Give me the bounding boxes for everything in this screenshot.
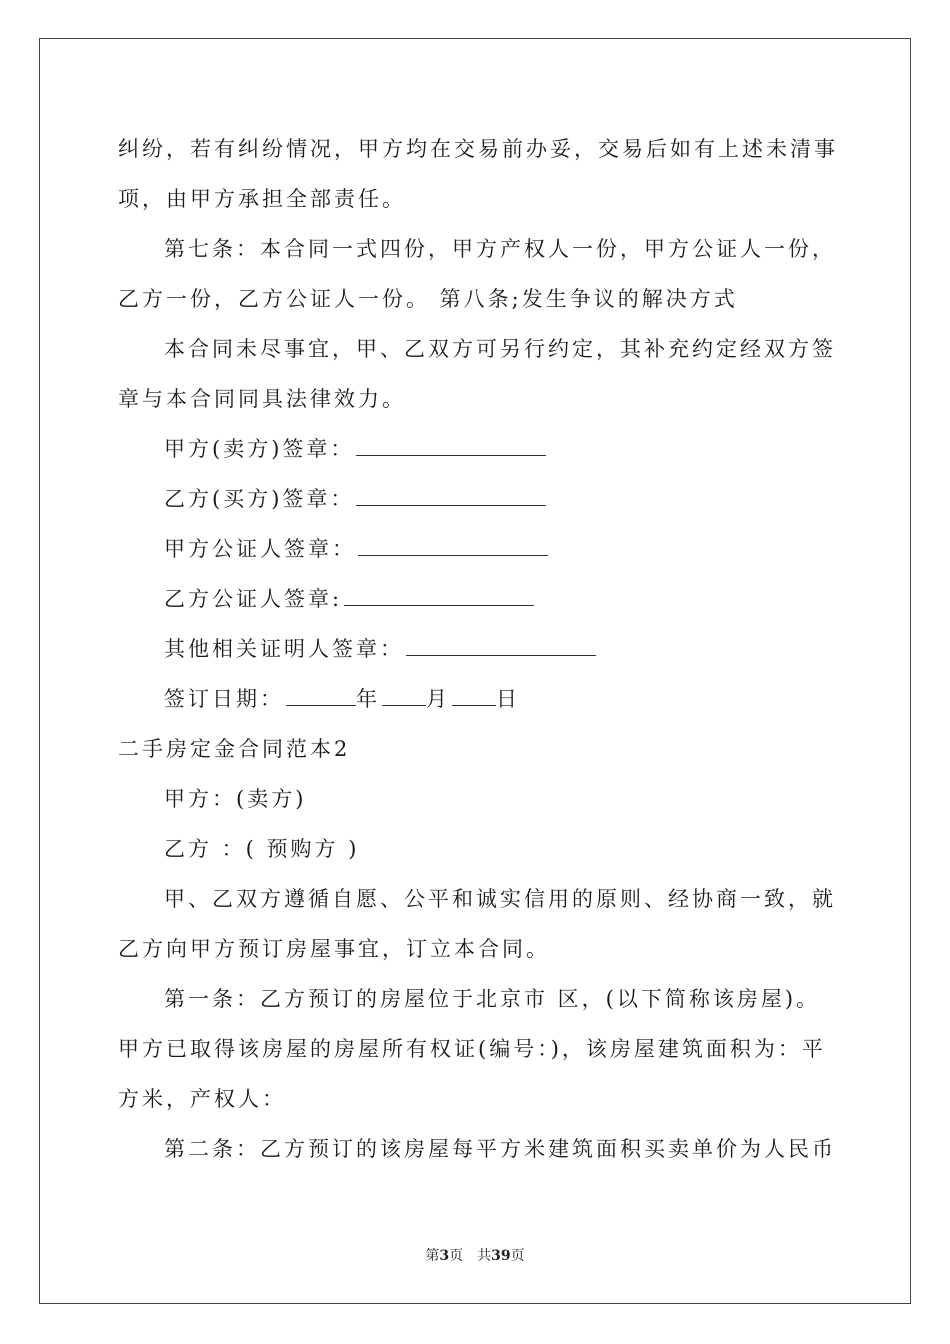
paragraph-line: 纠纷，若有纠纷情况，甲方均在交易前办妥，交易后如有上述未清事	[118, 137, 838, 161]
year-blank	[286, 687, 356, 706]
footer-prefix: 第	[425, 1248, 440, 1264]
party-b-line: 乙方 ：( 预购方 )	[164, 837, 360, 861]
total-page-count: 39	[491, 1248, 511, 1264]
signature-blank	[356, 437, 546, 456]
signature-blank	[356, 487, 546, 506]
day-blank	[452, 687, 496, 706]
intro-line: 乙方向甲方预订房屋事宜，订立本合同。	[118, 937, 550, 961]
month-label: 月	[426, 687, 450, 711]
signature-label: 其他相关证明人签章：	[164, 637, 404, 661]
article-1-line: 第一条：乙方预订的房屋位于北京市 区，(以下简称该房屋)。	[164, 987, 821, 1011]
signature-label: 甲方公证人签章：	[164, 537, 356, 561]
supplement-line: 本合同未尽事宜，甲、乙双方可另行约定，其补充约定经双方签	[164, 337, 836, 361]
signature-witness	[164, 624, 596, 674]
day-label: 日	[496, 687, 520, 711]
paragraph-line: 项，由甲方承担全部责任。	[118, 187, 406, 211]
signature-notary-b	[164, 574, 534, 624]
party-a-line: 甲方：(卖方)	[164, 787, 307, 811]
intro-line: 甲、乙双方遵循自愿、公平和诚实信用的原则、经协商一致，就	[164, 887, 836, 911]
footer-suffix: 页	[510, 1248, 525, 1264]
section-title: 二手房定金合同范本2	[118, 737, 351, 761]
article-1-line: 方米，产权人：	[118, 1087, 286, 1111]
signature-party-a	[164, 424, 546, 474]
signature-label: 甲方(卖方)签章：	[164, 437, 355, 461]
signature-blank	[406, 637, 596, 656]
date-label: 签订日期：	[164, 687, 284, 711]
page-footer	[0, 1245, 950, 1265]
sign-date	[164, 674, 520, 724]
signature-blank	[344, 587, 534, 606]
signature-party-b	[164, 474, 546, 524]
article-1-line: 甲方已取得该房屋的房屋所有权证(编号：)，该房屋建筑面积为：平	[118, 1037, 826, 1061]
month-blank	[382, 687, 426, 706]
signature-label: 乙方(买方)签章：	[164, 487, 355, 511]
article-7-line: 第七条：本合同一式四份，甲方产权人一份，甲方公证人一份，	[164, 237, 836, 261]
article-2-line: 第二条：乙方预订的该房屋每平方米建筑面积买卖单价为人民币	[164, 1137, 836, 1161]
year-label: 年	[356, 687, 380, 711]
article-7-line: 乙方一份，乙方公证人一份。 第八条;发生争议的解决方式	[118, 287, 738, 311]
signature-notary-a	[164, 524, 548, 574]
signature-label: 乙方公证人签章:	[164, 587, 343, 611]
supplement-line: 章与本合同同具法律效力。	[118, 387, 406, 411]
current-page-number: 3	[439, 1248, 450, 1264]
signature-blank	[358, 537, 548, 556]
footer-mid: 页 共	[449, 1248, 492, 1264]
